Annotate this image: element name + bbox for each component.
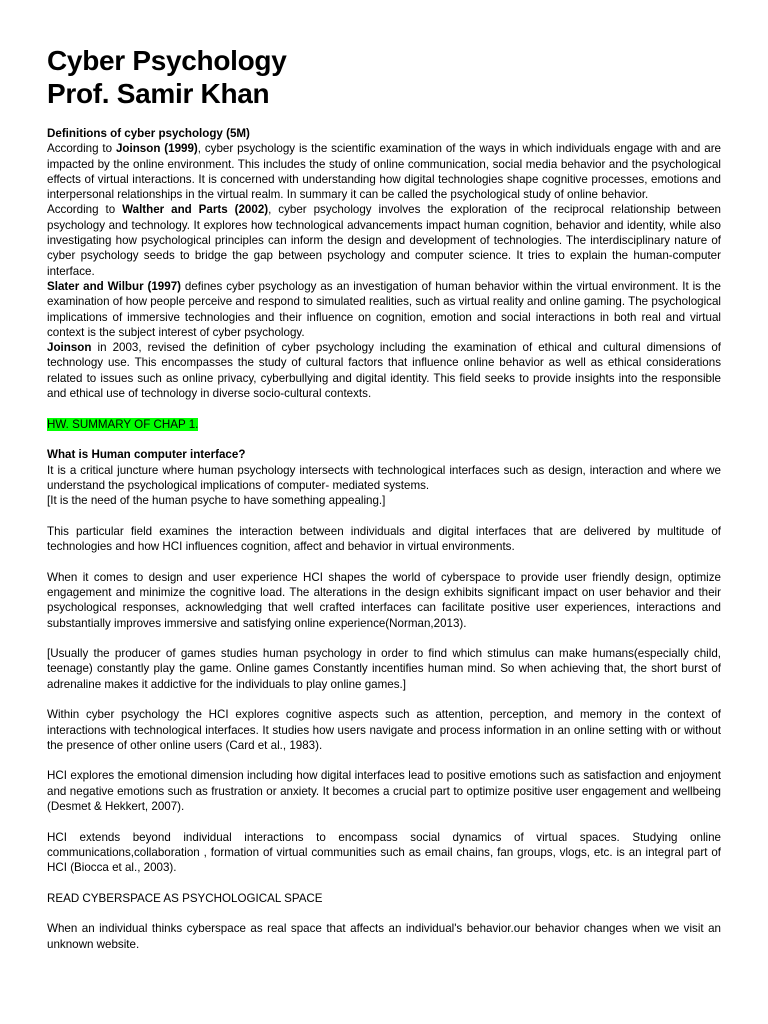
citation-joinson-1999: Joinson (1999)	[115, 142, 198, 156]
text-span: , cyber psychology is the scientific examination of the ways in which individuals engage with and are impacted by the online environment. This includes the study of online communication, social media behavior and the psychological effects of virtual interactions. It is concerned with understanding how digital technologies shape cognitive processes, emotions and interpersonal relationships in the virtual realm. In summary it can be called the psychological study of online behavior.	[47, 142, 721, 202]
hci-paragraph-5: Within cyber psychology the HCI explores cognitive aspects such as attention, perception, and memory in the context of interactions with technological interfaces. It studies how users navigate and process information in an online setting with or without the presence of other online users (Card et al., 1983).	[47, 708, 721, 752]
spacer	[47, 692, 721, 707]
hci-paragraph-6: HCI explores the emotional dimension including how digital interfaces lead to positive emotions such as satisfaction and enjoyment and negative emotions such as frustration or anxiety. It becomes a crucial part to optimize positive user engagement and wellbeing (Desmet & Hekkert, 2007).	[47, 769, 721, 814]
hci-heading: What is Human computer interface?	[47, 448, 246, 462]
title-line-1: Cyber Psychology	[47, 45, 287, 76]
cyberspace-paragraph: When an individual thinks cyberspace as real space that affects an individual's behavior.our behavior changes when we visit an unknown website.	[47, 922, 721, 951]
hci-paragraph-1: It is a critical juncture where human psychology intersects with technological interfaces such as design, interaction and where we understand the psychological implications of computer- mediated systems.	[47, 463, 721, 492]
definition-slater-wilbur-1997	[47, 279, 721, 340]
text-span: According to	[47, 142, 116, 156]
hci-paragraph-4: [Usually the producer of games studies human psychology in order to find which stimulus can make humans(especially child, teenage) constantly play the game. Online games Constantly incentifies human mind. So when achieving that, the short burst of adrenaline makes it addictive for the individuals to play online games.]	[47, 647, 721, 691]
spacer	[47, 876, 721, 891]
text-span: According to	[47, 203, 123, 217]
spacer	[47, 401, 721, 416]
document-body	[47, 126, 721, 952]
spacer	[47, 554, 721, 569]
spacer	[47, 631, 721, 646]
spacer	[47, 753, 721, 768]
title-line-2: Prof. Samir Khan	[47, 78, 270, 109]
spacer	[47, 432, 721, 447]
hci-paragraph-2: This particular field examines the interaction between individuals and digital interfaces that are delivered by multitude of technologies and how HCI influences cognition, affect and behavior in virtual environments.	[47, 524, 721, 554]
text-span: in 2003, revised the definition of cyber psychology including the examination of ethical and cultural dimensions of technology use. This encompasses the study of cultural factors that influence online behavior as well as ethical considerations related to issues such as online privacy, cyberbullying and digital identity. This field seeks to provide insights into the responsible and ethical use of technology in diverse socio-cultural contexts.	[47, 341, 721, 401]
document-title	[47, 44, 721, 110]
citation-walther-parts-2002: Walther and Parts (2002)	[122, 203, 269, 217]
spacer	[47, 814, 721, 829]
hci-note: [It is the need of the human psyche to have something appealing.]	[47, 494, 386, 508]
document-page	[47, 44, 721, 952]
spacer	[47, 508, 721, 523]
definitions-heading: Definitions of cyber psychology (5M)	[47, 127, 250, 140]
cyberspace-heading: READ CYBERSPACE AS PSYCHOLOGICAL SPACE	[47, 891, 323, 905]
definition-joinson-1999	[47, 141, 721, 202]
hci-paragraph-3: When it comes to design and user experience HCI shapes the world of cyberspace to provide user friendly design, optimize engagement and minimize the cognitive load. The alterations in the design exhibits significant impact on user behavior and their psychological responses, acknowledging that well crafted interfaces can facilitate positive user experiences, interactions and substantially improves immersive and satisfying online experience(Norman,2013).	[47, 570, 721, 630]
citation-joinson: Joinson	[47, 341, 92, 355]
spacer	[47, 906, 721, 921]
definition-walther-parts-2002	[47, 202, 721, 278]
hw-line	[47, 417, 721, 432]
text-span: defines cyber psychology as an investigation of human behavior within the virtual environment. It is the examination of how people perceive and respond to simulated realities, such as virtual reality and online gaming. The psychological implications of immersive technologies and their influence on cognition, emotion and social interactions in both real and virtual context is the subject interest of cyber psychology.	[47, 279, 721, 339]
hw-highlight-label: HW. SUMMARY OF CHAP 1.	[47, 417, 199, 431]
text-span: , cyber psychology involves the exploration of the reciprocal relationship between psychology and technology. It explores how technological advancements impact human cognition, behavior and identity, while also investigating how psychological principles can inform the design and development of technologies. The interdisciplinary nature of cyber psychology seeds to bridge the gap between psychology and computer science. It tries to explain the human-computer interface.	[47, 203, 721, 278]
hci-paragraph-7: HCI extends beyond individual interactions to encompass social dynamics of virtual spaces. Studying online communications,collaboration , formation of virtual communities such as email chains, fan groups, vlogs, etc. is an integral part of HCI (Biocca et al., 2003).	[47, 830, 721, 875]
citation-slater-wilbur-1997: Slater and Wilbur (1997)	[47, 279, 182, 293]
definition-joinson-2003	[47, 340, 721, 401]
